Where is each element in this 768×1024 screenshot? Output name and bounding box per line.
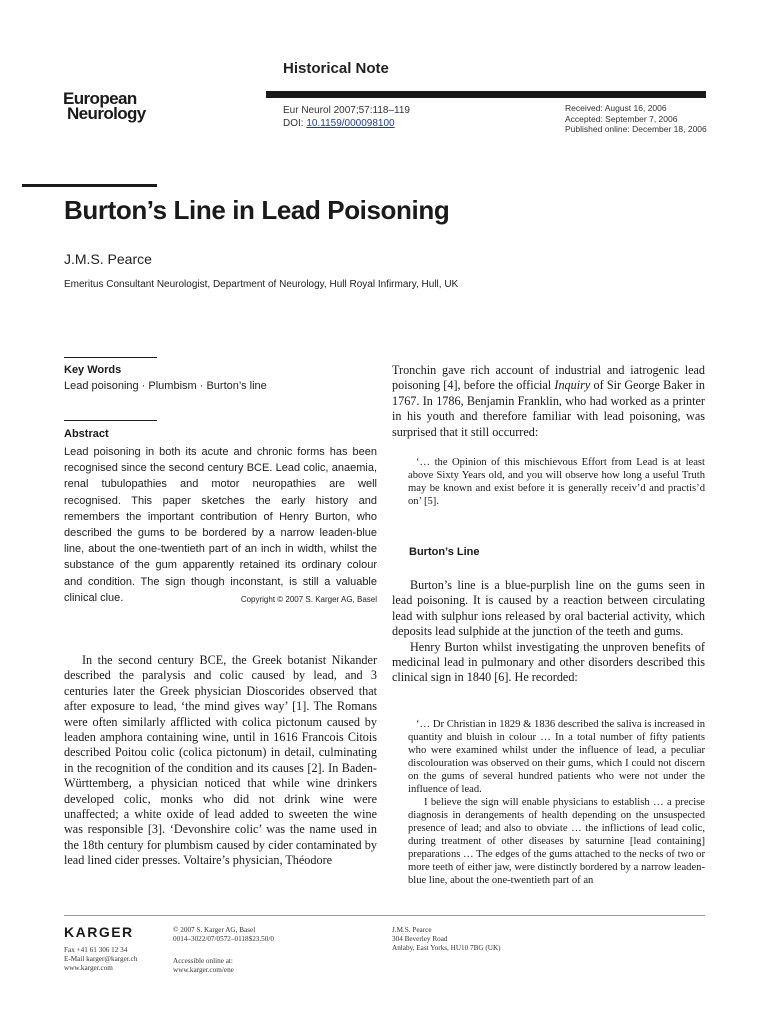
body-paragraph-right-1 [392, 363, 705, 440]
address-name: J.M.S. Pearce [392, 926, 432, 934]
keywords-rule [64, 357, 157, 358]
citation [283, 104, 410, 130]
article-title: Burton’s Line in Lead Poisoning [64, 195, 450, 225]
abstract-text [64, 444, 377, 608]
journal-logo-line2: Neurology [67, 104, 146, 123]
keywords-heading: Key Words [64, 364, 122, 376]
abstract-heading: Abstract [64, 428, 109, 440]
doi-link[interactable]: 10.1159/000098100 [306, 118, 395, 129]
right-para1-start: Tronchin gave rich account of industrial and iatrogenic lead poisoning [4], before the official [392, 363, 705, 393]
footer-copyright-line: © 2007 S. Karger AG, Basel [173, 926, 256, 934]
section-label: Historical Note [283, 60, 389, 77]
address-city: Anlaby, East Yorks, HU10 7BG (UK) [392, 944, 501, 952]
publisher-contact [64, 946, 137, 973]
published-date: Published online: December 18, 2006 [565, 124, 707, 134]
keywords-text: Lead poisoning · Plumbism · Burton’s line [64, 380, 267, 392]
author-affiliation: Emeritus Consultant Neurologist, Department of Neurology, Hull Royal Infirmary, Hull, UK [64, 279, 459, 290]
burton-quote-para-2: I believe the sign will enable physicians to establish … a precise diagnosis in derangements of health depending on the unsuspected presence of lead; and also to obviate … the inflictions of lead colic, during treatment of other diseases by saturnine [lead containing] preparations … The edges of the gums attached to the necks of two or more teeth of either jaw, were distinctly bordered by a narrow leaden-blue line, about the one-twentieth part of an [408, 797, 705, 886]
doi-prefix: DOI: [283, 118, 307, 129]
received-date: Received: August 16, 2006 [565, 103, 667, 113]
doi-line [283, 117, 410, 130]
journal-logo [63, 91, 173, 121]
correspondence-address [392, 926, 501, 953]
footer-issn: 0014–3022/07/0572–0118$23.50/0 [173, 935, 274, 943]
footer-access-url: www.karger.com/ene [173, 966, 234, 974]
footer-rule [64, 915, 705, 916]
abstract-body: Lead poisoning in both its acute and chronic forms has been recognised since the second century BCE. Lead colic, anaemia, renal tubulopathies and motor neuropathies are well recognised. This paper sketches the early history and remembers the important contribution of Henry Burton, who described the gums to be bordered by a narrow leaden-blue line, about the one-twentieth part of an inch in width, whilst the substance of the gum apparently retained its ordinary colour and condition. The sign though inconstant, is still a valuable clinical clue. [64, 446, 377, 604]
body-paragraph-left: In the second century BCE, the Greek botanist Nikander described the paralysis and colic caused by lead, and 3 centuries later the Greek physician Dioscorides observed that after exposure to lead, ‘the mind gives way’ [1]. The Romans were often similarly afflicted with colica pictonum caused by leaden amphora containing wine, until in 1616 Francois Citois described Poitou colic (colica pictonum) in detail, culminating in the recognition of the condition and its causes [2]. In Baden-Württemberg, a physician noticed that while wine drinkers developed colic, monks who did not drink wine were unaffected; a white oxide of lead added to sweeten the wine was responsible [3]. ‘Devonshire colic’ was the name used in the 18th century for plumbism caused by cider contaminated by lead lined cider presses. Voltaire’s physician, Théodore [64, 653, 377, 868]
accepted-date: Accepted: September 7, 2006 [565, 113, 678, 124]
footer-access-label: Accessible online at: [173, 957, 233, 965]
abstract-copyright: Copyright © 2007 S. Karger AG, Basel [240, 594, 377, 604]
burton-quote [392, 718, 705, 887]
right-para1-end: of Sir George Baker in 1767. In 1786, Benjamin Franklin, who had worked as a printer in his youth and therefore familiar with lead poisoning, was surprised that it still occurred: [392, 378, 705, 439]
franklin-quote: ‘… the Opinion of this mischievous Effort from Lead is at least above Sixty Years old, and you will observe how long a useful Truth may be known and exist before it is generally receiv’d and practis’d on’ [5]. [408, 457, 705, 507]
citation-line: Eur Neurol 2007;57:118–119 [283, 105, 410, 116]
section-subheading: Burton’s Line [409, 546, 480, 558]
inquiry-italic: Inquiry [554, 378, 591, 393]
address-street: 304 Beverley Road [392, 935, 448, 943]
journal-logo-line1: European [63, 89, 137, 108]
publisher-fax: Fax +41 61 306 12 34 [64, 946, 128, 954]
burton-quote-para-1: ‘… Dr Christian in 1829 & 1836 described the saliva is increased in quantity and bluish in colour … In a total number of fifty patients who were examined whilst under the influence of lead, a peculiar discolouration was observed on their gums, which I could not discern on the gums of several hundred patients who were not under the influence of lead. [408, 719, 705, 795]
footer-access [173, 957, 234, 975]
body-right-section [392, 578, 705, 686]
article-dates [565, 103, 707, 135]
body-paragraph-right-3: Henry Burton whilst investigating the unproven benefits of medicinal lead in pulmonary and other disorders described this clinical sign in 1840 [6]. He recorded: [392, 639, 705, 685]
footer-copyright [173, 926, 274, 944]
title-rule [22, 184, 157, 187]
publisher-email: E-Mail karger@karger.ch [64, 955, 138, 963]
publisher-web: www.karger.com [64, 964, 113, 972]
body-paragraph-right-2: Burton’s line is a blue-purplish line on the gums seen in lead poisoning. It is caused by a reaction between circulating lead with sulphur ions released by oral bacterial activity, which deposits lead sulphide at the junction of the teeth and gums. [392, 578, 705, 639]
publisher-logo: KARGER [64, 924, 134, 940]
header-rule [266, 91, 706, 98]
author-name: J.M.S. Pearce [64, 251, 152, 267]
abstract-rule [64, 420, 157, 421]
